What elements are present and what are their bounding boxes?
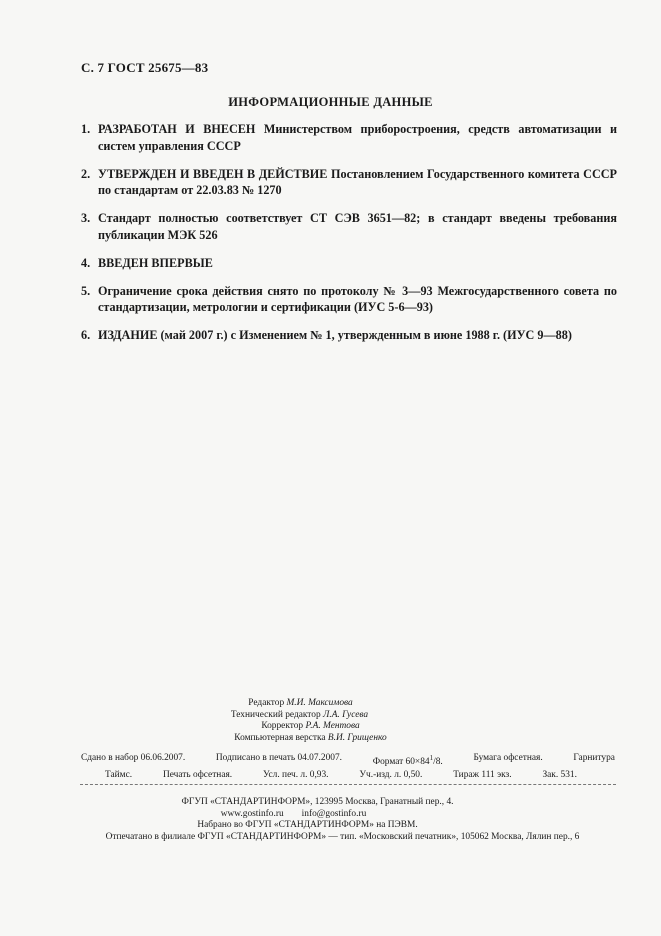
- credit-label: Корректор: [261, 721, 304, 731]
- credits-block: [0, 698, 661, 744]
- print-info-cell: Таймс.: [105, 769, 133, 780]
- page-header: С. 7 ГОСТ 25675—83: [81, 60, 209, 75]
- list-item: [81, 166, 617, 199]
- format-fraction: 1: [429, 754, 434, 762]
- item-number: 6.: [81, 328, 91, 342]
- print-info-cell: Бумага офсетная.: [473, 753, 543, 763]
- print-info-cell: Печать офсетная.: [162, 769, 233, 780]
- credit-tech-editor: [0, 710, 661, 722]
- publisher-block: [0, 797, 661, 844]
- item-number: 2.: [81, 166, 91, 181]
- list-item: [81, 283, 617, 316]
- credit-name: Л.А. Гусева: [323, 709, 369, 720]
- print-info-cell: Уч.-изд. л. 0,50.: [359, 769, 423, 780]
- print-info: [81, 752, 615, 781]
- item-number: 1.: [81, 122, 91, 136]
- list-item: [81, 121, 617, 154]
- print-info-cell: Тираж 111 экз.: [453, 769, 512, 780]
- credit-corrector: [0, 721, 661, 733]
- print-info-row: [81, 769, 615, 782]
- credit-name: Р.А. Ментова: [305, 721, 360, 731]
- list-item: [81, 327, 617, 344]
- item-number: 5.: [81, 283, 91, 298]
- format-denominator: /8.: [433, 757, 443, 768]
- item-number: 4.: [81, 255, 91, 270]
- publisher-printed: Отпечатано в филиале ФГУП «СТАНДАРТИНФОРМ» — тип. «Московский печатник», 105062 Москва, Лялин пер., 6: [105, 832, 580, 843]
- publisher-contacts: [0, 809, 661, 821]
- list-item: [81, 255, 617, 272]
- publisher-email: info@gostinfo.ru: [301, 808, 367, 819]
- section-title: ИНФОРМАЦИОННЫЕ ДАННЫЕ: [228, 95, 433, 109]
- print-info-cell: Гарнитура: [573, 753, 615, 763]
- credit-editor: [0, 698, 661, 710]
- print-info-cell: Зак. 531.: [542, 769, 577, 780]
- item-text: ВВЕДЕН ВПЕРВЫЕ: [98, 255, 213, 270]
- print-info-cell: Подписано в печать 04.07.2007.: [215, 753, 342, 763]
- publisher-address: ФГУП «СТАНДАРТИНФОРМ», 123995 Москва, Гранатный пер., 4.: [181, 797, 454, 807]
- print-info-cell: Сдано в набор 06.06.2007.: [81, 753, 186, 763]
- info-list: [81, 121, 617, 355]
- credit-layout: [0, 733, 661, 745]
- credit-name: В.И. Грищенко: [327, 732, 387, 743]
- print-info-format: [373, 752, 443, 769]
- credit-label: Компьютерная верстка: [234, 732, 326, 743]
- item-text: РАЗРАБОТАН И ВНЕСЕН Министерством приборостроения, средств автоматизации и систем управления СССР: [98, 122, 617, 153]
- publisher-typeset: Набрано во ФГУП «СТАНДАРТИНФОРМ» на ПЭВМ.: [197, 820, 418, 831]
- credit-name: М.И. Максимова: [286, 698, 353, 708]
- print-info-cell: Формат 60×84: [372, 757, 430, 768]
- list-item: [81, 210, 617, 243]
- credit-label: Редактор: [248, 698, 285, 708]
- item-number: 3.: [81, 211, 91, 225]
- item-text: УТВЕРЖДЕН И ВВЕДЕН В ДЕЙСТВИЕ Постановлением Государственного комитета СССР по стандартам от 22.03.83 № 1270: [98, 166, 617, 197]
- item-text: Стандарт полностью соответствует СТ СЭВ 3651—82; в стандарт введены требования публикации МЭК 526: [98, 211, 617, 242]
- item-text: Ограничение срока действия снято по протоколу № 3—93 Межгосударственного совета по стандартизации, метрологии и сертификации (ИУС 5-6—93): [98, 283, 617, 314]
- print-info-row: [81, 752, 615, 769]
- divider: [80, 784, 616, 785]
- publisher-site: www.gostinfo.ru: [220, 808, 284, 819]
- item-text: ИЗДАНИЕ (май 2007 г.) с Изменением № 1, утвержденным в июне 1988 г. (ИУС 9—88): [98, 328, 572, 342]
- credit-label: Технический редактор: [230, 709, 321, 720]
- print-info-cell: Усл. печ. л. 0,93.: [263, 769, 329, 780]
